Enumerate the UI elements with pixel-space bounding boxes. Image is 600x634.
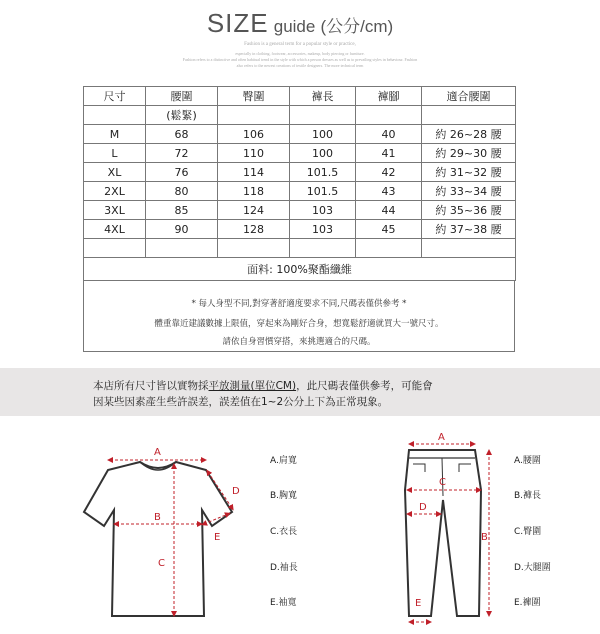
table-header-row bbox=[84, 87, 516, 106]
marker-letter: E bbox=[214, 532, 221, 543]
disclaimer-band bbox=[0, 368, 600, 416]
marker-letter: D bbox=[232, 486, 240, 497]
marker-letter: B bbox=[481, 532, 488, 543]
shirt-label-e: E.袖寬 bbox=[270, 598, 297, 608]
fine-print-1: Fashion is a general term for a popular style or practice, bbox=[244, 42, 356, 47]
fabric-row bbox=[84, 258, 516, 281]
marker-letter: E bbox=[415, 598, 422, 609]
title-main: SIZE bbox=[206, 8, 269, 38]
shirt-label-b: B.胸寬 bbox=[270, 491, 298, 501]
marker-letter: B bbox=[154, 512, 161, 523]
marker-letter: A bbox=[438, 432, 445, 443]
pants-diagram bbox=[395, 430, 505, 630]
table-subheader-row bbox=[84, 106, 516, 125]
table-row: 3XL 85 124 103 44 約 35~36 腰 bbox=[84, 201, 516, 220]
fine-print-4: also refers to the newest creations of textile designers. The more technical term bbox=[236, 63, 364, 68]
table-row: L 72 110 100 41 約 29~30 腰 bbox=[84, 144, 516, 163]
pants-label-e: E.褲圍 bbox=[514, 598, 541, 608]
shirt-label-c: C.衣長 bbox=[270, 527, 298, 537]
shirt-label-a: A.肩寬 bbox=[270, 456, 297, 466]
marker-letter: D bbox=[419, 502, 427, 513]
tshirt-diagram bbox=[80, 440, 260, 625]
fine-print-3: Fashion refers to a distinctive and often habitual trend in the style with which a person dresses as well as to prevailing styles in behaviour. Fashion bbox=[182, 57, 418, 62]
tshirt-outline bbox=[84, 462, 232, 616]
measure-method: 平放測量(單位CM) bbox=[208, 380, 297, 392]
subheader-cell: (鬆緊) bbox=[146, 106, 218, 125]
size-table bbox=[83, 86, 516, 281]
marker-letter: A bbox=[154, 447, 161, 458]
header-cell: 適合腰圍 bbox=[422, 87, 516, 106]
table-row: XL 76 114 101.5 42 約 31~32 腰 bbox=[84, 163, 516, 182]
header-cell: 尺寸 bbox=[84, 87, 146, 106]
pants-outline bbox=[405, 450, 481, 616]
disclaimer-line-1: 本店所有尺寸皆以實物採平放測量(單位CM)，此尺碼表僅供參考，可能會 bbox=[93, 380, 433, 392]
marker-letter: C bbox=[158, 558, 165, 569]
notes-box bbox=[83, 280, 515, 352]
title-unit: (公分/cm) bbox=[320, 17, 394, 36]
table-empty-row bbox=[84, 239, 516, 258]
table-row: 4XL 90 128 103 45 約 37~38 腰 bbox=[84, 220, 516, 239]
note-line-1: * 每人身型不同,對穿著舒適度要求不同,尺碼表僅供參考 * bbox=[191, 299, 407, 309]
table-row: M 68 106 100 40 約 26~28 腰 bbox=[84, 125, 516, 144]
pants-label-a: A.腰圍 bbox=[514, 456, 541, 466]
size-guide-title bbox=[0, 8, 600, 39]
header-cell: 褲長 bbox=[290, 87, 356, 106]
sleeve-length-arrow bbox=[208, 472, 232, 508]
header-cell: 臀圍 bbox=[218, 87, 290, 106]
fine-print-2: especially in clothing, footwear, accessories, makeup, body piercing or furniture. bbox=[235, 51, 365, 56]
header-cell: 褲腳 bbox=[356, 87, 422, 106]
title-sub: guide bbox=[273, 17, 316, 36]
pants-label-c: C.臀圍 bbox=[514, 527, 542, 537]
note-line-3: 請依自身習慣穿搭，來挑選適合的尺碼。 bbox=[222, 337, 376, 347]
disclaimer-line-2: 因某些因素產生些許誤差，誤差值在1~2公分上下為正常現象。 bbox=[93, 396, 389, 408]
marker-letter: C bbox=[439, 477, 446, 488]
note-line-2: 體重靠近建議數據上限值，穿起來為剛好合身，想寬鬆舒適就買大一號尺寸。 bbox=[154, 319, 444, 329]
pants-label-d: D.大腿圍 bbox=[514, 563, 551, 573]
table-row: 2XL 80 118 101.5 43 約 33~34 腰 bbox=[84, 182, 516, 201]
fabric-cell: 面料: 100%聚酯纖維 bbox=[84, 258, 516, 281]
header-cell: 腰圍 bbox=[146, 87, 218, 106]
pants-label-b: B.褲長 bbox=[514, 491, 542, 501]
shirt-label-d: D.袖長 bbox=[270, 563, 298, 573]
